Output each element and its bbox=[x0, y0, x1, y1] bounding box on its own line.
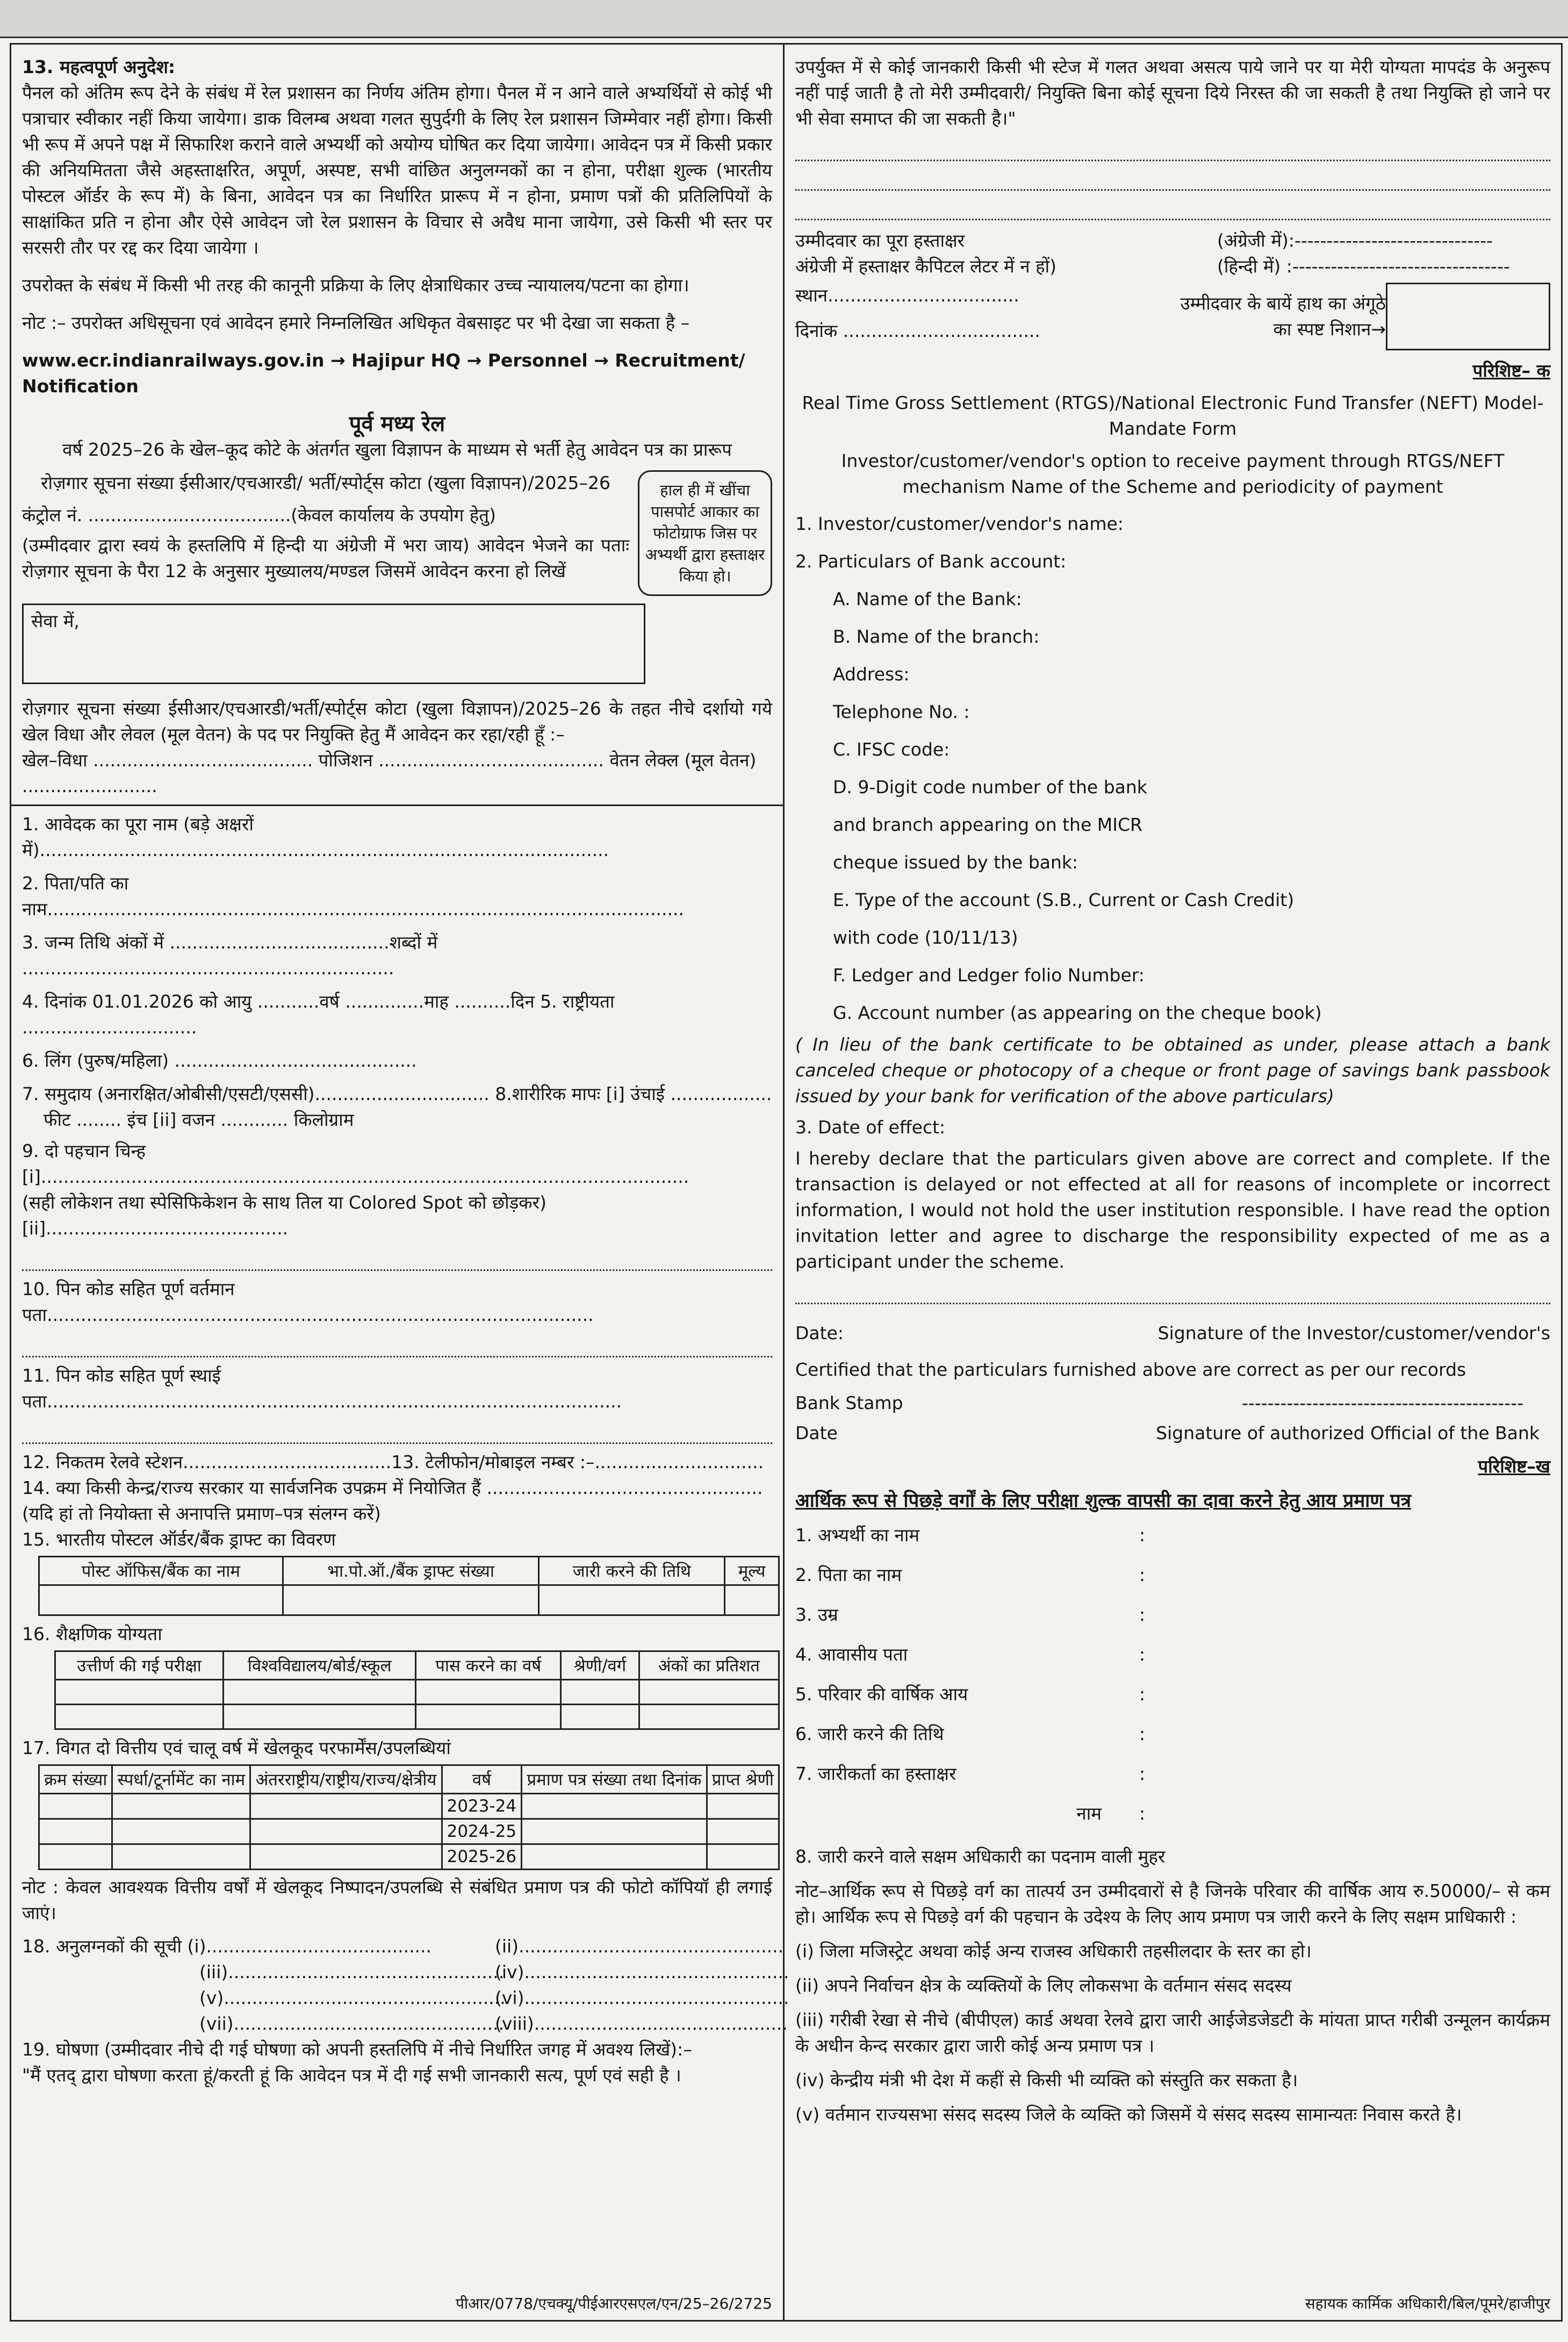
declaration-title: 19. घोषणा (उम्मीदवार नीचे दी गई घोषणा को अपनी हस्तलिपि में नीचे निर्धारित जगह में अवश्य लिखें):– bbox=[22, 2039, 692, 2060]
field-station-phone[interactable]: 12. निकतम रेलवे स्टेशन.....................................13. टेलीफोन/मोबाइल नम्बर :–.............................. bbox=[22, 1452, 764, 1472]
table-cell[interactable] bbox=[539, 1585, 725, 1615]
postal-order-table bbox=[38, 1556, 780, 1616]
education-table bbox=[54, 1650, 780, 1730]
authority-4: (iv) केन्द्रीय मंत्री भी देश में कहीं से किसी भी व्यक्ति को संस्तुति कर सकता है। bbox=[795, 2070, 1298, 2090]
org-title: पूर्व मध्य रेल bbox=[349, 412, 445, 436]
rtgs-bank-name[interactable]: A. Name of the Bank: bbox=[833, 588, 1022, 609]
annex-kh-title: परिशिष्ट–ख bbox=[1478, 1456, 1550, 1477]
rtgs-bank-particulars: 2. Particulars of Bank account: bbox=[795, 551, 1067, 572]
colon: : bbox=[1139, 1604, 1146, 1625]
colon: : bbox=[1139, 1763, 1146, 1784]
th-university: विश्वविद्यालय/बोर्ड/स्कूल bbox=[224, 1651, 416, 1680]
top-strip bbox=[0, 0, 1568, 38]
date-field[interactable]: दिनांक ................................... bbox=[795, 320, 1040, 341]
table-cell[interactable] bbox=[639, 1705, 779, 1729]
income-item[interactable]: 5. परिवार की वार्षिक आय bbox=[795, 1684, 968, 1705]
income-item[interactable]: 7. जारीकर्ता का हस्ताक्षर bbox=[795, 1763, 956, 1784]
blank-line[interactable] bbox=[795, 1275, 1550, 1304]
table-cell[interactable] bbox=[561, 1705, 639, 1729]
rtgs-telephone[interactable]: Telephone No. : bbox=[833, 701, 970, 722]
th-grade: प्राप्त श्रेणी bbox=[707, 1765, 779, 1794]
field-employed-note: (यदि हां तो नियोक्ता से अनापत्ति प्रमाण–पत्र संलग्न करें) bbox=[22, 1503, 381, 1524]
section-13-para-2: उपरोक्त के संबंध में किसी भी तरह की कानूनी प्रक्रिया के लिए क्षेत्राधिकार उच्च न्यायालय/पटना का होगा। bbox=[22, 275, 689, 296]
rtgs-subtitle: Investor/customer/vendor's option to receive payment through RTGS/NEFT mechanism Name of the Scheme and periodicity of payment bbox=[841, 450, 1505, 497]
rtgs-date-2[interactable]: Date bbox=[795, 1423, 838, 1443]
income-item[interactable]: 2. पिता का नाम bbox=[795, 1564, 902, 1585]
footer-ref: पीआर/0778/एचक्यू/पीईआरएसएल/एन/25–26/2725 bbox=[456, 2295, 772, 2312]
notice-number: रोज़गार सूचना संख्या ईसीआर/एचआरडी/ भर्ती/स्पोर्ट्स कोटा (खुला विज्ञापन)/2025–26 bbox=[41, 472, 610, 493]
table-cell[interactable] bbox=[55, 1680, 224, 1705]
field-gender[interactable]: 6. लिंग (पुरुष/महिला) ........................................... bbox=[22, 1050, 417, 1071]
rtgs-date-effect[interactable]: 3. Date of effect: bbox=[795, 1117, 946, 1138]
annex-list-1[interactable]: 18. अनुलग्नकों की सूची (i)........................................ bbox=[22, 1936, 432, 1957]
th-value: मूल्य bbox=[725, 1557, 779, 1585]
th-post-office: पोस्ट ऑफिस/बैंक का नाम bbox=[39, 1557, 283, 1585]
photo-box[interactable]: हाल ही में खींचा पासपोर्ट आकार का फोटोग्राफ जिस पर अभ्यर्थी द्वारा हस्ताक्षर किया हो। bbox=[638, 470, 772, 596]
field-full-name[interactable]: 1. आवेदक का पूरा नाम (बड़े अक्षरों में)..................................................................................................... bbox=[22, 814, 609, 860]
income-item[interactable]: 4. आवासीय पता bbox=[795, 1644, 908, 1665]
th-serial: क्रम संख्या bbox=[39, 1765, 112, 1794]
declaration-text: "मैं एतद् द्वारा घोषणा करता हूं/करती हूं कि आवेदन पत्र में दी गई सभी जानकारी सत्य, पूर्ण एवं सही है । bbox=[22, 2065, 681, 2086]
table-cell[interactable] bbox=[283, 1585, 539, 1615]
sig-hindi[interactable]: (हिन्दी में) :---------------------------------- bbox=[1217, 256, 1510, 277]
authority-1: (i) जिला मजिस्ट्रेट अथवा कोई अन्य राजस्व अधिकारी तहसीलदार के स्तर का हो। bbox=[795, 1941, 1312, 1962]
rtgs-branch-name[interactable]: B. Name of the branch: bbox=[833, 626, 1040, 647]
blank-line[interactable] bbox=[795, 191, 1550, 220]
income-note: नोट–आर्थिक रूप से पिछड़े वर्ग का तात्पर्य उन उम्मीदवारों से है जिनके परिवार की वार्षिक आय रु.50000/– से कम हो। आर्थिक रूप से पिछड़े वर्ग की पहचान के उदेश्य के लिए आय प्रमाण पत्र जारी करने के लिए सक्षम प्राधिकारी : bbox=[795, 1880, 1550, 1927]
th-tournament: स्पर्धा/टूर्नामेंट का नाम bbox=[112, 1765, 250, 1794]
year-cell: 2025-26 bbox=[442, 1844, 522, 1870]
table-cell[interactable] bbox=[224, 1680, 416, 1705]
blank-line[interactable] bbox=[22, 1241, 772, 1271]
colon: : bbox=[1139, 1684, 1146, 1705]
colon: : bbox=[1139, 1644, 1146, 1665]
apply-paragraph: रोज़गार सूचना संख्या ईसीआर/एचआरडी/भर्ती/स्पोर्ट्स कोटा (खुला विज्ञापन)/2025–26 के तहत नीचे दर्शायो गये खेल विधा और लेवल (मूल वेतन) के पद पर नियुक्ति हेतु मैं आवेदन कर रहा/रही हूँ :– bbox=[22, 698, 772, 745]
th-certificate: प्रमाण पत्र संख्या तथा दिनांक bbox=[522, 1765, 707, 1794]
rtgs-micr-3: cheque issued by the bank: bbox=[833, 852, 1078, 873]
form-instructions: (उम्मीदवार द्वारा स्वयं के हस्तलिपि में हिन्दी या अंग्रेजी में भरा जाय) आवेदन भेजने का पताः रोज़गार सूचना के पैरा 12 के अनुसार मुख्यालय/मण्डल जिसमें आवेदन करना हो लिखें bbox=[22, 535, 629, 581]
annex-list-5[interactable]: (v).................................................. bbox=[199, 1987, 506, 2008]
th-exam: उत्तीर्ण की गई परीक्षा bbox=[55, 1651, 224, 1680]
field-community[interactable]: 7. समुदाय (अनारक्षित/ओबीसी/एसटी/एससी)............................... 8.शारीरिक मापः [i] उंचाई .................. bbox=[22, 1083, 772, 1104]
thumb-box[interactable] bbox=[1386, 283, 1550, 350]
thumb-label: उम्मीदवार के बायें हाथ का अंगूठे का स्पष्ट निशान→ bbox=[1180, 293, 1386, 340]
declaration-continued: उपर्युक्त में से कोई जानकारी किसी भी स्टेज में गलत अथवा असत्य पाये जाने पर या मेरी योग्यता मापदंड के अनुरूप नहीं पाई जाती है तो मेरी उम्मीदवारी/ नियुक्ति बिना कोई सूचना दिये निरस्त की जा सकती है तथा नियुक्ति हो जाने पर भी सेवा समाप्त की जा सकती है।" bbox=[795, 56, 1550, 129]
th-percentage: अंकों का प्रतिशत bbox=[639, 1651, 779, 1680]
section-13-para-1: पैनल को अंतिम रूप देने के संबंध में रेल प्रशासन का निर्णय अंतिम होगा। पैनल में न आने वाले अभ्यर्थियों से कोई भी पत्राचार स्वीकार नहीं किया जायेगा। डाक विलम्ब अथवा गलत सुपुर्दगी के लिए रेल प्रशासन जिम्मेवार नहीं होगा। किसी भी रूप में अपने पक्ष में सिफारिश कराने वाले अभ्यर्थी को अयोग्य घोषित कर दिया जायेगा। आवेदन पत्र में किसी प्रकार की अनियमितता जैसे अहस्ताक्षरित, अपूर्ण, अस्पष्ट, सभी वांछित अनुलग्नकों का न होना, परीक्षा शुल्क (भारतीय पोस्टल ऑर्डर के रूप में) के बिना, आवेदन पत्र का निर्धारित प्रारूप में न होना, प्रमाण पत्रों की प्रतिलिपियों के साक्षांकित प्रति न होना और ऐसे आवेदन जो रेल प्रशासन के विचार से अवैध माना जायेगा, उसे किसी भी स्तर पर सरसरी तौर पर रद्द कर दिया जायेगा । bbox=[22, 82, 772, 258]
colon: : bbox=[1139, 1803, 1146, 1824]
field-age[interactable]: 4. दिनांक 01.01.2026 को आयु ...........वर्ष ..............माह ..........दिन 5. राष्ट्रीयता ............................... bbox=[22, 991, 615, 1038]
th-draft-number: भा.पो.ऑ./बैंक ड्राफ्ट संख्या bbox=[283, 1557, 539, 1585]
field-father-name[interactable]: 2. पिता/पति का नाम................................................................................................................. bbox=[22, 873, 684, 919]
income-cert-title: आर्थिक रूप से पिछड़े वर्गों के लिए परीक्षा शुल्क वापसी का दावा करने हेतु आय प्रमाण पत्र bbox=[795, 1490, 1412, 1512]
form-title: वर्ष 2025–26 के खेल–कूद कोटे के अंतर्गत खुला विज्ञापन के माध्यम से भर्ती हेतु आवेदन पत्र का प्रारूप bbox=[62, 439, 732, 460]
sig-full-label: उम्मीदवार का पूरा हस्ताक्षर bbox=[795, 230, 965, 251]
rtgs-ledger[interactable]: F. Ledger and Ledger folio Number: bbox=[833, 965, 1145, 986]
blank-line[interactable] bbox=[22, 1414, 772, 1444]
field-present-address[interactable]: 10. पिन कोड सहित पूर्ण वर्तमान पता................................................................................................. bbox=[22, 1278, 594, 1325]
year-cell: 2023-24 bbox=[442, 1794, 522, 1819]
field-education: 16. शैक्षणिक योग्यता bbox=[22, 1623, 162, 1644]
table-cell[interactable] bbox=[39, 1585, 283, 1615]
rtgs-ifsc[interactable]: C. IFSC code: bbox=[833, 739, 950, 760]
income-item[interactable]: 3. उम्र bbox=[795, 1604, 838, 1625]
field-height-weight[interactable]: फीट ........ इंच [ii] वजन ............ किलोग्राम bbox=[44, 1109, 354, 1130]
rtgs-account-number[interactable]: G. Account number (as appearing on the cheque book) bbox=[833, 1002, 1322, 1023]
rtgs-date[interactable]: Date: bbox=[795, 1323, 844, 1344]
authority-2: (ii) अपने निर्वाचन क्षेत्र के व्यक्तियों के लिए लोकसभा के वर्तमान संसद सदस्य bbox=[795, 1975, 1292, 1996]
table-cell[interactable] bbox=[416, 1705, 561, 1729]
th-level: अंतरराष्ट्रीय/राष्ट्रीय/राज्य/क्षेत्रीय bbox=[250, 1765, 442, 1794]
right-column bbox=[785, 43, 1563, 2322]
field-sports: 17. विगत दो वित्तीय एवं चालू वर्ष में खेलकूद परफार्मेंस/उपलब्धियां bbox=[22, 1737, 451, 1758]
field-employed[interactable]: 14. क्या किसी केन्द्र/राज्य सरकार या सार्वजनिक उपक्रम में नियोजित हैं ................................................. bbox=[22, 1477, 763, 1498]
annex-k-title: परिशिष्ट– क bbox=[1472, 360, 1550, 381]
rtgs-account-code: with code (10/11/13) bbox=[833, 927, 1018, 948]
sig-english[interactable]: (अंग्रेजी में):------------------------------- bbox=[1217, 230, 1493, 251]
section-13-title: 13. महत्वपूर्ण अनुदेश: bbox=[22, 56, 176, 77]
annex-list-4[interactable]: (iv)............................................... bbox=[495, 1962, 789, 1982]
table-cell[interactable] bbox=[55, 1705, 224, 1729]
field-identification-1[interactable]: 9. दो पहचान चिन्ह [i]................................................................................................................... bbox=[22, 1140, 689, 1187]
rtgs-official-signature[interactable]: Signature of authorized Official of the Bank bbox=[1156, 1423, 1540, 1443]
income-item[interactable]: 6. जारी करने की तिथि bbox=[795, 1723, 944, 1744]
address-box[interactable] bbox=[22, 604, 645, 684]
section-13-para-3: नोट :– उपरोक्त अधिसूचना एवं आवेदन हमारे निम्नलिखित अधिकृत वेबसाइट पर भी देखा जा सकता है – bbox=[22, 312, 690, 333]
rtgs-lieu-note: ( In lieu of the bank certificate to be obtained as under, please attach a bank canceled cheque or photocopy of a cheque or front page of savings bank passbook issued by your bank for verification of the above particulars) bbox=[795, 1034, 1550, 1107]
income-item[interactable]: 1. अभ्यर्थी का नाम bbox=[795, 1525, 920, 1546]
th-year: पास करने का वर्ष bbox=[416, 1651, 561, 1680]
rtgs-sign-line[interactable]: -------------------------------------------- bbox=[1242, 1392, 1523, 1413]
table-cell[interactable] bbox=[725, 1585, 779, 1615]
table-cell[interactable] bbox=[224, 1705, 416, 1729]
authority-5: (v) वर्तमान राज्यसभा संसद सदस्य जिले के व्यक्ति को जिसमें ये संसद सदस्य सामान्यतः निवास करते है। bbox=[795, 2104, 1462, 2125]
place-field[interactable]: स्थान.................................. bbox=[795, 285, 1019, 306]
field-identification-2[interactable]: (सही लोकेशन तथा स्पेसिफिकेशन के साथ तिल या Colored Spot को छोड़कर) [ii]........................................... bbox=[22, 1192, 546, 1239]
rtgs-declaration: I hereby declare that the particulars given above are correct and complete. If the transaction is delayed or not effected at all for reasons of incomplete or incorrect information, I would not hold the user institution responsible. I have read the option invitation letter and agree to discharge the responsibility expected of me as a participant under the scheme. bbox=[795, 1148, 1550, 1272]
year-cell: 2024-25 bbox=[442, 1819, 522, 1844]
left-column bbox=[10, 43, 789, 2322]
table-cell[interactable] bbox=[416, 1680, 561, 1705]
field-permanent-address[interactable]: 11. पिन कोड सहित पूर्ण स्थाई पता...................................................................................................... bbox=[22, 1365, 622, 1412]
sports-table bbox=[38, 1764, 780, 1870]
footer-office: सहायक कार्मिक अधिकारी/बिल/पूमरे/हाजीपुर bbox=[1305, 2295, 1550, 2312]
field-dob[interactable]: 3. जन्म तिथि अंकों में .......................................शब्दों में .................................................................. bbox=[22, 932, 438, 979]
rtgs-micr-1[interactable]: D. 9-Digit code number of the bank bbox=[833, 777, 1147, 798]
rtgs-investor-signature[interactable]: Signature of the Investor/customer/vendor's bbox=[1157, 1323, 1550, 1344]
field-postal-order: 15. भारतीय पोस्टल ऑर्डर/बैंक ड्राफ्ट का विवरण bbox=[22, 1529, 336, 1550]
table-cell[interactable] bbox=[639, 1680, 779, 1705]
rtgs-address[interactable]: Address: bbox=[833, 664, 910, 685]
th-sport-year: वर्ष bbox=[442, 1765, 522, 1794]
blank-line[interactable] bbox=[795, 161, 1550, 191]
blank-line[interactable] bbox=[795, 132, 1550, 161]
table-cell[interactable] bbox=[561, 1680, 639, 1705]
website-link[interactable]: www.ecr.indianrailways.gov.in → Hajipur HQ → Personnel → Recruitment/ Notification bbox=[22, 350, 745, 397]
th-division: श्रेणी/वर्ग bbox=[561, 1651, 639, 1680]
rtgs-investor-name[interactable]: 1. Investor/customer/vendor's name: bbox=[795, 513, 1124, 534]
annex-list-8[interactable]: (viii)............................................. bbox=[495, 2013, 788, 2034]
control-number: कंट्रोल नं. ....................................(केवल कार्यालय के उपयोग हेतु) bbox=[22, 505, 496, 526]
colon: : bbox=[1139, 1525, 1146, 1546]
rtgs-title: Real Time Gross Settlement (RTGS)/National Electronic Fund Transfer (NEFT) Model-Mandate Form bbox=[802, 392, 1544, 439]
field-khel-vidha[interactable]: खेल–विधा ....................................... पोजिशन ........................................ वेतन लेक्ल (मूल वेतन) ........................ bbox=[22, 750, 757, 796]
rtgs-certified: Certified that the particulars furnished above are correct as per our records bbox=[795, 1359, 1466, 1380]
rtgs-bank-stamp[interactable]: Bank Stamp bbox=[795, 1392, 903, 1413]
note-sports: नोट : केवल आवश्यक वित्तीय वर्षों में खेलकूद निष्पादन/उपलब्धि से संबंधित प्रमाण पत्र की फोटो कॉपियॉ ही लगाई जाएं। bbox=[22, 1877, 772, 1923]
income-name[interactable]: नाम bbox=[1076, 1803, 1102, 1824]
rtgs-account-type[interactable]: E. Type of the account (S.B., Current or Cash Credit) bbox=[833, 889, 1294, 910]
annex-list-3[interactable]: (iii)................................................. bbox=[199, 1962, 505, 1982]
colon: : bbox=[1139, 1564, 1146, 1585]
income-item-8[interactable]: 8. जारी करने वाले सक्षम अधिकारी का पदनाम वाली मुहर bbox=[795, 1846, 1166, 1867]
blank-line[interactable] bbox=[22, 1328, 772, 1357]
address-box-label: सेवा में, bbox=[31, 610, 80, 631]
annex-list-2[interactable]: (ii)............................................... bbox=[495, 1936, 784, 1957]
sig-caps-note: अंग्रेजी में हस्ताक्षर कैपिटल लेटर में न हों) bbox=[795, 256, 1057, 277]
rtgs-micr-2: and branch appearing on the MICR bbox=[833, 814, 1142, 835]
authority-3: (iii) गरीबी रेखा से नीचे (बीपीएल) कार्ड अथवा रेलवे द्वारा जारी आईजेडजेडटी के मांयता प्राप्त गरीबी उन्मूलन कार्यक्रम के अधीन केन्द सरकार द्वारा जारी कोई अन्य प्रमाण पत्र । bbox=[795, 2009, 1550, 2056]
annex-list-7[interactable]: (vii)................................................ bbox=[199, 2013, 505, 2034]
colon: : bbox=[1139, 1723, 1146, 1744]
annex-list-6[interactable]: (vi)............................................... bbox=[495, 1987, 789, 2008]
th-issue-date: जारी करने की तिथि bbox=[539, 1557, 725, 1585]
